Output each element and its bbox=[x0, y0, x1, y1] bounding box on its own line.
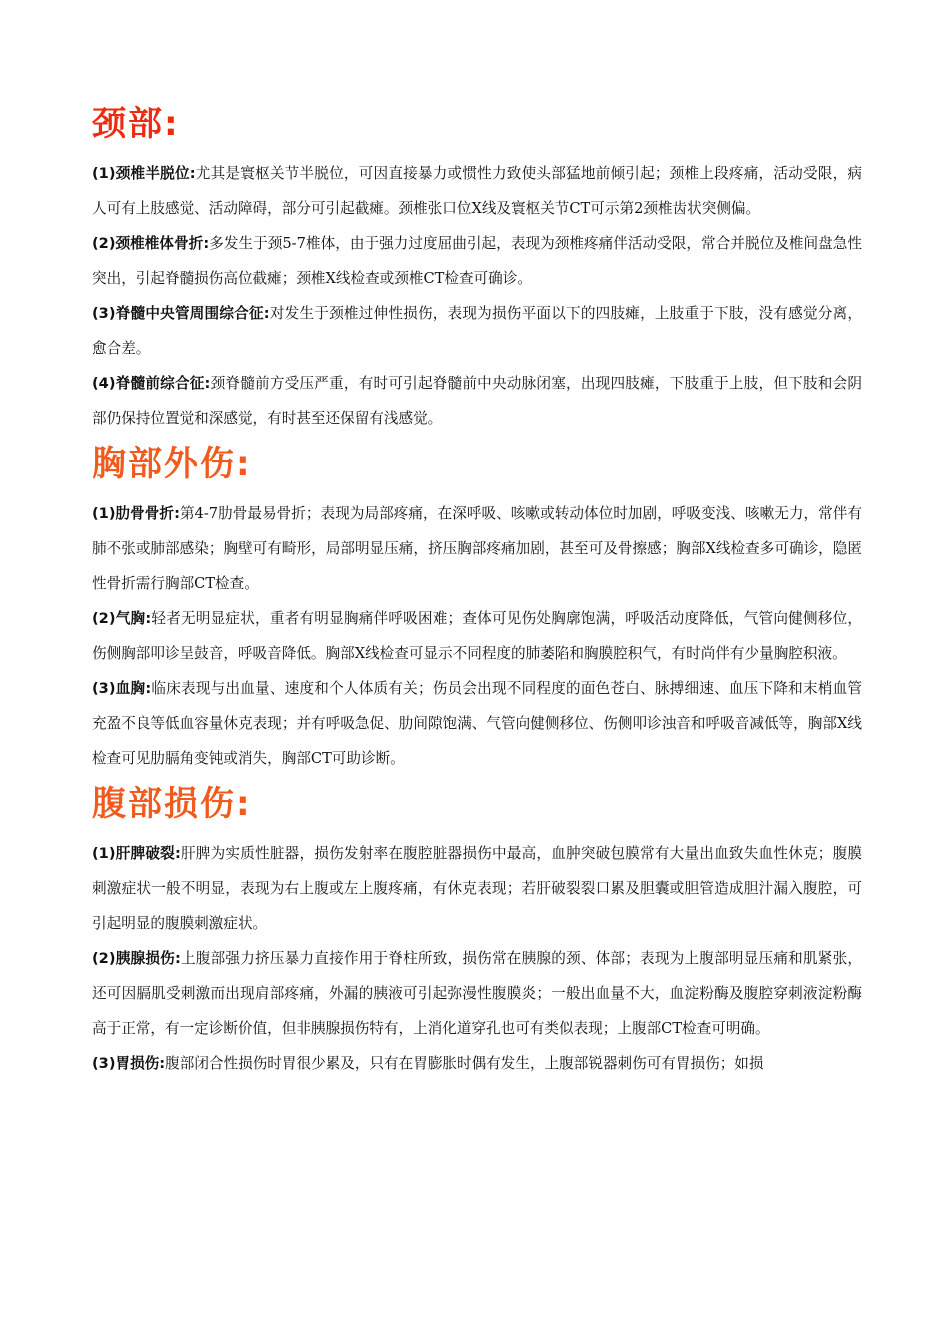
paragraph-item bbox=[92, 496, 862, 601]
item-text: 腹部闭合性损伤时胃很少累及，只有在胃膨胀时偶有发生，上腹部锐器刺伤可有胃损伤；如损 bbox=[165, 1055, 764, 1072]
item-text: 轻者无明显症状，重者有明显胸痛伴呼吸困难；查体可见伤处胸廓饱满，呼吸活动度降低，气管向健侧移位，伤侧胸部叩诊呈鼓音，呼吸音降低。胸部X线检查可显示不同程度的肺萎陷和胸膜腔积气，有时尚伴有少量胸腔积液。 bbox=[92, 610, 862, 662]
item-lead: (1)肋骨骨折: bbox=[92, 505, 180, 522]
paragraph-item bbox=[92, 366, 862, 436]
item-text: 上腹部强力挤压暴力直接作用于脊柱所致，损伤常在胰腺的颈、体部；表现为上腹部明显压痛和肌紧张，还可因膈肌受刺激而出现肩部疼痛，外漏的胰液可引起弥漫性腹膜炎；一般出血量不大，血淀粉酶及腹腔穿刺液淀粉酶高于正常，有一定诊断价值，但非胰腺损伤特有，上消化道穿孔也可有类似表现；上腹部CT检查可明确。 bbox=[92, 950, 862, 1037]
paragraph-item bbox=[92, 156, 862, 226]
section-chest bbox=[92, 440, 862, 776]
item-lead: (1)颈椎半脱位: bbox=[92, 165, 196, 182]
item-text: 颈脊髓前方受压严重，有时可引起脊髓前中央动脉闭塞，出现四肢瘫，下肢重于上肢，但下肢和会阴部仍保持位置觉和深感觉，有时甚至还保留有浅感觉。 bbox=[92, 375, 862, 427]
item-lead: (3)脊髓中央管周围综合征: bbox=[92, 305, 270, 322]
section-title-neck: 颈部: bbox=[92, 104, 180, 144]
item-text: 临床表现与出血量、速度和个人体质有关；伤员会出现不同程度的面色苍白、脉搏细速、血压下降和末梢血管充盈不良等低血容量休克表现；并有呼吸急促、肋间隙饱满、气管向健侧移位、伤侧叩诊浊音和呼吸音减低等，胸部X线检查可见肋膈角变钝或消失，胸部CT可助诊断。 bbox=[92, 680, 862, 767]
paragraph-item bbox=[92, 296, 862, 366]
item-text: 对发生于颈椎过伸性损伤，表现为损伤平面以下的四肢瘫，上肢重于下肢，没有感觉分离，愈合差。 bbox=[92, 305, 862, 357]
item-lead: (2)气胸: bbox=[92, 610, 152, 627]
section-neck bbox=[92, 100, 862, 436]
item-lead: (3)血胸: bbox=[92, 680, 152, 697]
item-text: 多发生于颈5-7椎体，由于强力过度屈曲引起，表现为颈椎疼痛伴活动受限，常合并脱位及椎间盘急性突出，引起脊髓损伤高位截瘫；颈椎X线检查或颈椎CT检查可确诊。 bbox=[92, 235, 862, 287]
item-text: 肝脾为实质性脏器，损伤发射率在腹腔脏器损伤中最高，血肿突破包膜常有大量出血致失血性休克；腹膜刺激症状一般不明显，表现为右上腹或左上腹疼痛，有休克表现；若肝破裂裂口累及胆囊或胆管造成胆汁漏入腹腔，可引起明显的腹膜刺激症状。 bbox=[92, 845, 862, 932]
item-text: 尤其是寰枢关节半脱位，可因直接暴力或惯性力致使头部猛地前倾引起；颈椎上段疼痛，活动受限，病人可有上肢感觉、活动障碍，部分可引起截瘫。颈椎张口位X线及寰枢关节CT可示第2颈椎齿状突侧偏。 bbox=[92, 165, 862, 217]
section-abdomen bbox=[92, 780, 862, 1081]
item-lead: (2)胰腺损伤: bbox=[92, 950, 181, 967]
paragraph-item bbox=[92, 671, 862, 776]
paragraph-item bbox=[92, 601, 862, 671]
section-title-chest: 胸部外伤: bbox=[92, 444, 252, 484]
item-lead: (3)胃损伤: bbox=[92, 1055, 166, 1072]
item-lead: (2)颈椎椎体骨折: bbox=[92, 235, 210, 252]
item-text: 第4-7肋骨最易骨折；表现为局部疼痛，在深呼吸、咳嗽或转动体位时加剧，呼吸变浅、咳嗽无力，常伴有肺不张或肺部感染；胸壁可有畸形，局部明显压痛，挤压胸部疼痛加剧，甚至可及骨擦感；胸部X线检查多可确诊，隐匿性骨折需行胸部CT检查。 bbox=[92, 505, 862, 592]
paragraph-item bbox=[92, 941, 862, 1046]
item-lead: (1)肝脾破裂: bbox=[92, 845, 181, 862]
paragraph-item bbox=[92, 1046, 862, 1081]
item-lead: (4)脊髓前综合征: bbox=[92, 375, 211, 392]
section-title-abdomen: 腹部损伤: bbox=[92, 784, 252, 824]
paragraph-item bbox=[92, 226, 862, 296]
paragraph-item bbox=[92, 836, 862, 941]
